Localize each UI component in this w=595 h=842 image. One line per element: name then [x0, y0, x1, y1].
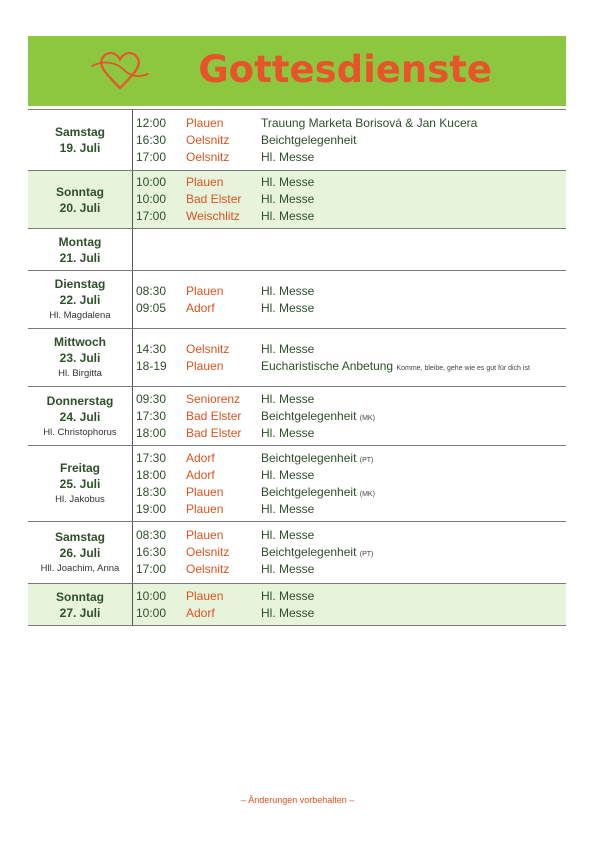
column-divider	[132, 271, 133, 328]
event-desc	[261, 191, 314, 208]
event-place-text: Plauen	[186, 358, 224, 373]
day-name: Donnerstag	[46, 393, 114, 408]
event-desc-text: Beichtgelegenheit	[261, 408, 357, 423]
schedule-table	[28, 109, 566, 626]
event-desc-text: Hl. Messe	[261, 605, 315, 620]
event-time-text: 10:00	[136, 605, 167, 620]
day-cell	[28, 110, 132, 170]
event-time	[136, 605, 186, 622]
event-place	[186, 174, 261, 191]
column-divider	[132, 329, 133, 386]
column-divider	[132, 446, 133, 521]
day-date: 20. Juli	[59, 200, 101, 215]
day-cell	[28, 229, 132, 270]
day-name: Samstag	[54, 125, 106, 139]
event-time	[136, 467, 186, 484]
day-date: 25. Juli	[59, 477, 101, 491]
event-place-text: Adorf	[186, 450, 215, 465]
event-place	[186, 115, 261, 132]
event-place-text: Plauen	[186, 528, 224, 542]
event-desc-text: Eucharistische Anbetung	[261, 358, 394, 373]
day-date: 21. Juli	[59, 250, 101, 265]
day-date: 27. Juli	[59, 605, 101, 620]
event-place	[186, 501, 261, 518]
event-desc-text: Beichtgelegenheit	[261, 450, 357, 465]
event-time	[136, 358, 186, 375]
event-time-text: 14:30	[136, 341, 167, 356]
event-place-text: Bad Elster	[186, 192, 242, 206]
event-time-text: 09:05	[136, 300, 167, 315]
event-place-text: Weischlitz	[186, 209, 240, 223]
event-time	[136, 283, 186, 300]
event-time	[136, 300, 186, 317]
event-desc-text: Hl. Messe	[261, 300, 315, 315]
day-date: 26. Juli	[59, 546, 101, 560]
event-time	[136, 191, 186, 208]
column-divider	[132, 171, 133, 228]
event-place-text: Plauen	[186, 484, 224, 499]
schedule-row	[28, 386, 566, 445]
event-place	[186, 132, 261, 149]
day-cell	[28, 271, 132, 328]
column-divider	[132, 110, 133, 170]
event-place	[186, 341, 261, 358]
event-note: Komme, bleibe, gehe wie es gut für dich ist	[396, 364, 530, 372]
event-note: (MK)	[359, 414, 375, 422]
event-desc-text: Hl. Messe	[261, 149, 315, 164]
event-desc-text: Trauung Marketa Borisová & Jan Kucera	[261, 115, 478, 130]
event-place	[186, 391, 261, 408]
event-time	[136, 341, 186, 358]
day-cell	[28, 387, 132, 445]
event-place	[186, 467, 261, 484]
event-time-text: 17:00	[136, 149, 167, 164]
event-place	[186, 561, 261, 578]
event-desc	[261, 132, 356, 149]
event-time-text: 18-19	[136, 358, 167, 373]
event-time-text: 17:30	[136, 408, 167, 423]
event-time	[136, 149, 186, 166]
column-divider	[132, 584, 133, 625]
event-time	[136, 588, 186, 605]
event-desc-text: Hl. Messe	[261, 192, 315, 206]
event-place-text: Seniorenz	[186, 391, 241, 406]
event-desc	[261, 561, 314, 578]
day-name: Samstag	[54, 530, 106, 544]
event-place-text: Oelsnitz	[186, 545, 230, 559]
event-desc	[261, 283, 314, 300]
event-place-text: Oelsnitz	[186, 149, 230, 164]
day-saint: Hl. Magdalena	[49, 310, 111, 321]
event-place-text: Plauen	[186, 115, 224, 130]
event-place	[186, 283, 261, 300]
day-date: 23. Juli	[59, 351, 101, 365]
event-place	[186, 484, 261, 501]
event-time	[136, 408, 186, 425]
event-desc	[261, 527, 314, 544]
event-time-text: 09:30	[136, 391, 167, 406]
event-time	[136, 208, 186, 225]
column-divider	[132, 522, 133, 583]
event-time-text: 12:00	[136, 115, 167, 130]
event-time-text: 18:00	[136, 425, 167, 440]
event-place-text: Plauen	[186, 175, 224, 189]
event-time-text: 18:00	[136, 467, 167, 482]
event-time-text: 10:00	[136, 588, 167, 603]
event-place-text: Plauen	[186, 283, 224, 298]
day-cell	[28, 329, 132, 386]
event-note: (PT)	[359, 551, 374, 558]
event-place	[186, 408, 261, 425]
page-title: Gottesdienste	[198, 48, 492, 91]
event-desc-text: Hl. Messe	[261, 209, 315, 223]
event-place	[186, 300, 261, 317]
event-time	[136, 391, 186, 408]
event-time-text: 10:00	[136, 175, 167, 189]
event-time-text: 19:00	[136, 501, 167, 516]
day-saint: Hl. Christophorus	[43, 426, 117, 438]
event-desc-text: Hl. Messe	[261, 588, 315, 603]
day-cell	[28, 584, 132, 625]
event-time-text: 17:30	[136, 450, 167, 465]
day-cell	[28, 522, 132, 583]
event-desc	[261, 341, 314, 358]
header-banner	[28, 36, 566, 106]
event-place-text: Plauen	[186, 501, 224, 516]
event-time	[136, 484, 186, 501]
event-time-text: 08:30	[136, 283, 167, 298]
schedule-row	[28, 270, 566, 328]
event-place	[186, 149, 261, 166]
event-place-text: Adorf	[186, 467, 215, 482]
event-time-text: 17:00	[136, 209, 167, 223]
day-date: 19. Juli	[59, 141, 101, 155]
event-desc-text: Beichtgelegenheit	[261, 132, 357, 147]
day-date: 24. Juli	[59, 409, 101, 424]
event-note: (PT)	[359, 456, 374, 464]
event-place-text: Oelsnitz	[186, 341, 230, 356]
event-time	[136, 425, 186, 442]
event-desc	[261, 605, 314, 622]
event-desc-text: Hl. Messe	[261, 283, 315, 298]
day-date: 22. Juli	[59, 293, 101, 307]
event-desc-text: Hl. Messe	[261, 341, 315, 356]
event-desc-text: Hl. Messe	[261, 562, 315, 576]
day-saint: Hl. Jakobus	[55, 494, 105, 505]
event-time	[136, 501, 186, 518]
event-place	[186, 588, 261, 605]
event-desc	[261, 115, 477, 132]
event-desc-text: Hl. Messe	[261, 425, 315, 440]
event-place	[186, 605, 261, 622]
event-time-text: 10:00	[136, 192, 167, 206]
event-desc	[261, 174, 314, 191]
schedule-row	[28, 109, 566, 170]
schedule-row	[28, 228, 566, 270]
day-cell	[28, 171, 132, 228]
event-time	[136, 544, 186, 561]
event-desc-text: Hl. Messe	[261, 175, 315, 189]
event-place	[186, 208, 261, 225]
schedule-row	[28, 583, 566, 625]
schedule-row	[28, 328, 566, 386]
event-time-text: 16:30	[136, 132, 167, 147]
event-time	[136, 132, 186, 149]
event-time-text: 18:30	[136, 484, 167, 499]
day-name: Freitag	[59, 461, 100, 475]
event-desc	[261, 149, 314, 166]
footer-note: – Änderungen vorbehalten –	[240, 795, 355, 805]
event-desc	[261, 467, 314, 484]
event-place	[186, 191, 261, 208]
event-desc-text: Hl. Messe	[261, 391, 315, 406]
event-place	[186, 425, 261, 442]
event-time-text: 16:30	[136, 545, 167, 559]
event-desc	[261, 358, 530, 377]
event-desc-text: Hl. Messe	[261, 501, 315, 516]
event-time	[136, 115, 186, 132]
schedule-row	[28, 170, 566, 228]
schedule-row	[28, 445, 566, 521]
event-place	[186, 358, 261, 375]
day-name: Mittwoch	[54, 335, 106, 349]
day-saint: Hl. Birgitta	[58, 368, 102, 379]
event-desc-text: Beichtgelegenheit	[261, 484, 357, 499]
day-name: Dienstag	[54, 277, 106, 291]
event-desc	[261, 208, 314, 225]
day-cell	[28, 446, 132, 521]
event-place-text: Bad Elster	[186, 408, 242, 423]
event-desc	[261, 501, 314, 518]
event-time-text: 08:30	[136, 528, 167, 542]
event-place-text: Oelsnitz	[186, 562, 230, 576]
event-time-text: 17:00	[136, 562, 167, 576]
day-name: Sonntag	[56, 184, 104, 199]
event-time	[136, 561, 186, 578]
event-place-text: Adorf	[186, 605, 215, 620]
event-place-text: Oelsnitz	[186, 132, 230, 147]
event-place	[186, 527, 261, 544]
event-note: (MK)	[359, 490, 375, 498]
day-saint: Hll. Joachim, Anna	[40, 563, 120, 574]
event-time	[136, 527, 186, 544]
day-name: Montag	[58, 234, 102, 249]
event-desc-text: Hl. Messe	[261, 467, 315, 482]
event-desc	[261, 588, 314, 605]
event-place	[186, 544, 261, 561]
event-time	[136, 450, 186, 467]
table-bottom-line	[28, 625, 566, 626]
event-place-text: Bad Elster	[186, 425, 242, 440]
event-desc	[261, 391, 314, 408]
event-desc-text: Hl. Messe	[261, 528, 315, 542]
event-place	[186, 450, 261, 467]
event-place-text: Adorf	[186, 300, 215, 315]
event-desc-text: Beichtgelegenheit	[261, 545, 357, 559]
day-name: Sonntag	[56, 589, 104, 604]
event-time	[136, 174, 186, 191]
schedule-row	[28, 521, 566, 583]
event-desc	[261, 425, 314, 442]
event-place-text: Plauen	[186, 588, 224, 603]
column-divider	[132, 229, 133, 270]
column-divider	[132, 387, 133, 445]
event-desc	[261, 300, 314, 317]
